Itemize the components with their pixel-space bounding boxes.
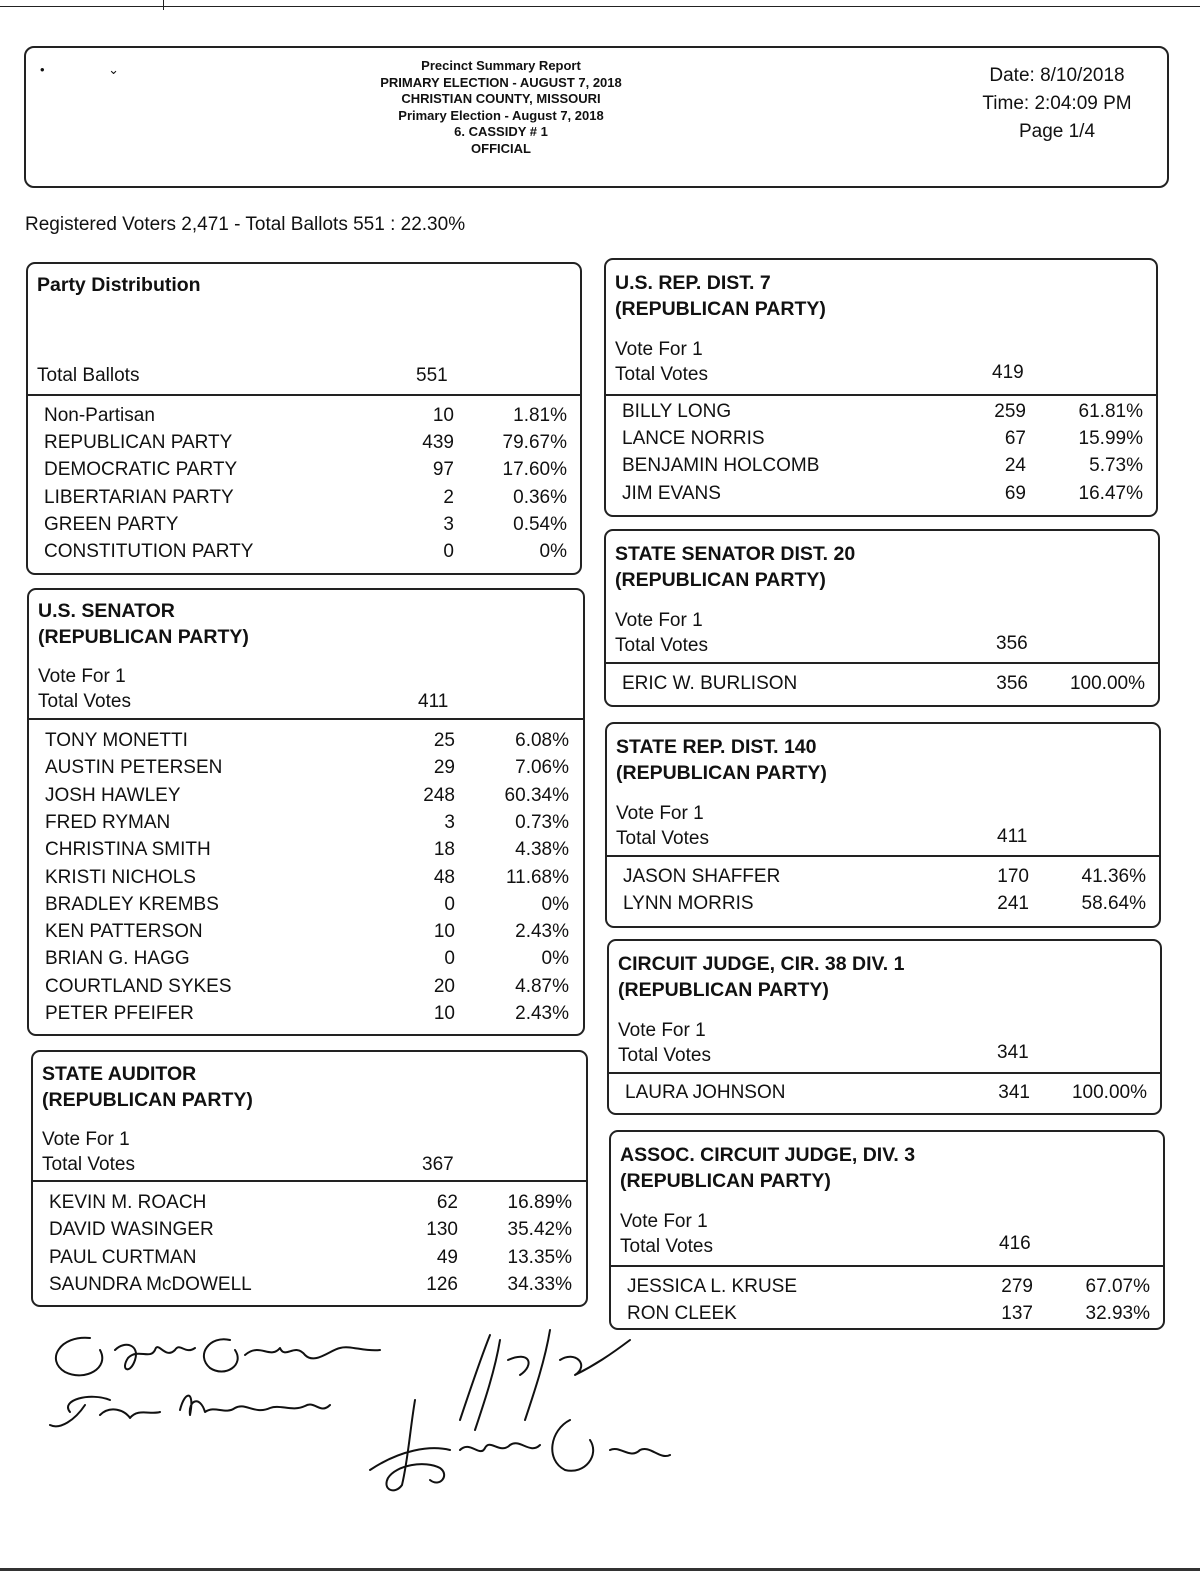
total-votes-value: 356 [996,633,1028,654]
result-row [606,428,1156,455]
candidate-name: Non-Partisan [44,405,155,426]
vote-count: 356 [996,673,1028,694]
candidate-name: LAURA JOHNSON [625,1082,786,1103]
vote-percent: 5.73% [1089,455,1143,477]
candidate-name: FRED RYMAN [45,811,171,833]
vote-count: 49 [436,1246,458,1268]
vote-count: 48 [433,866,455,888]
vote-percent: 32.93% [1085,1303,1150,1325]
total-votes-label: Total Votes [620,1236,713,1257]
result-row [29,839,583,866]
box-title: STATE REP. DIST. 140 [616,736,817,758]
box-subtitle: (REPUBLICAN PARTY) [618,979,829,1001]
vote-count: 137 [1001,1303,1033,1325]
total-votes-value: 367 [422,1154,454,1175]
vote-percent: 13.35% [507,1246,572,1268]
vote-for-label: Vote For 1 [615,339,703,360]
vote-count: 259 [994,401,1026,422]
corner-marks: • ⌄ [40,62,150,77]
top-tick [163,0,164,10]
candidate-name: REPUBLICAN PARTY [44,432,233,454]
result-row [28,432,580,459]
candidate-name: KEVIN M. ROACH [49,1192,207,1213]
box-subtitle: (REPUBLICAN PARTY) [615,298,826,320]
box-header [609,941,1160,1074]
vote-count: 10 [433,921,455,943]
result-row [611,1276,1163,1303]
vote-count: 97 [432,459,454,481]
vote-percent: 61.81% [1078,401,1143,422]
total-votes-value: 411 [997,826,1028,847]
vote-count: 241 [997,893,1029,915]
vote-percent: 7.06% [515,757,569,779]
vote-percent: 16.47% [1078,482,1143,504]
vote-count: 29 [433,757,455,779]
vote-percent: 0.36% [513,486,567,508]
party-distribution-box [26,262,582,575]
county-name: CHRISTIAN COUNTY, MISSOURI [401,91,601,106]
candidate-name: CHRISTINA SMITH [45,839,211,861]
vote-count: 439 [422,432,454,454]
vote-percent: 0% [541,893,569,915]
candidate-name: ERIC W. BURLISON [622,673,798,694]
result-row [607,893,1159,920]
candidate-name: KRISTI NICHOLS [45,866,196,888]
vote-percent: 4.87% [515,975,569,997]
candidate-name: PETER PFEIFER [45,1003,194,1024]
candidate-name: TONY MONETTI [45,730,188,751]
report-title: Precinct Summary Report [421,58,581,73]
result-row [28,514,580,541]
result-row [29,730,583,757]
result-row [29,921,583,948]
box-subtitle: (REPUBLICAN PARTY) [620,1170,831,1192]
report-meta [957,62,1157,146]
candidate-name: JESSICA L. KRUSE [627,1276,798,1297]
vote-percent: 0% [539,541,567,562]
candidate-name: JIM EVANS [622,482,721,504]
total-votes-label: Total Votes [615,635,708,656]
candidate-name: BRIAN G. HAGG [45,948,190,970]
result-row [606,455,1156,482]
vote-percent: 100.00% [1069,673,1145,694]
total-votes-value: 411 [418,691,449,712]
vote-for-label: Vote For 1 [618,1020,706,1041]
result-row [33,1274,586,1301]
result-row [607,866,1159,893]
vote-count: 3 [444,811,455,833]
us-senator-box [27,588,585,1036]
result-row [33,1192,586,1219]
total-votes-label: Total Votes [38,691,131,712]
vote-percent: 4.38% [515,839,569,861]
vote-for-label: Vote For 1 [38,666,126,687]
state-rep-dist-140-box [605,722,1161,928]
vote-count: 341 [998,1082,1030,1103]
election-date: Primary Election - August 7, 2018 [398,107,604,123]
total-votes-value: 419 [992,362,1024,383]
result-row [606,673,1158,700]
box-header [606,531,1158,664]
vote-percent: 100.00% [1071,1082,1147,1103]
report-header [24,46,1169,188]
box-header [33,1052,586,1182]
assoc-circuit-judge-div-3-box [609,1130,1165,1330]
vote-count: 248 [423,784,455,806]
circuit-judge-cir-38-box [607,939,1162,1115]
box-header [611,1132,1163,1267]
box-title: ASSOC. CIRCUIT JUDGE, DIV. 3 [620,1144,916,1166]
vote-count: 126 [426,1273,458,1295]
result-row [28,405,580,432]
vote-percent: 15.99% [1078,428,1143,450]
us-rep-dist-7-box [604,258,1158,517]
vote-percent: 34.33% [507,1273,572,1295]
candidate-name: AUSTIN PETERSEN [45,757,223,779]
box-header [28,264,580,396]
candidate-name: BENJAMIN HOLCOMB [622,455,820,477]
signatures [30,1320,730,1540]
vote-count: 67 [1004,428,1026,450]
report-date: Date: 8/10/2018 [989,65,1125,86]
total-ballots-label: Total Ballots [37,365,140,386]
box-title: STATE SENATOR DIST. 20 [615,543,856,565]
result-row [29,867,583,894]
total-votes-label: Total Votes [618,1045,711,1066]
vote-for-label: Vote For 1 [620,1211,708,1232]
vote-percent: 35.42% [507,1219,572,1241]
top-rule [0,6,1200,7]
vote-count: 130 [426,1219,458,1241]
vote-count: 3 [443,513,454,535]
total-votes-label: Total Votes [615,364,708,385]
vote-percent: 79.67% [502,432,567,454]
box-title: STATE AUDITOR [42,1063,197,1085]
vote-count: 10 [432,405,454,426]
candidate-name: CONSTITUTION PARTY [44,541,254,562]
result-row [33,1219,586,1246]
vote-count: 62 [436,1192,458,1213]
total-votes-value: 416 [999,1233,1031,1254]
candidate-name: BILLY LONG [622,401,732,422]
vote-count: 69 [1004,482,1026,504]
vote-percent: 41.36% [1081,866,1146,887]
vote-count: 0 [444,948,455,970]
vote-percent: 67.07% [1085,1276,1150,1297]
box-subtitle: (REPUBLICAN PARTY) [38,626,249,648]
candidate-name: COURTLAND SYKES [45,975,232,997]
vote-percent: 17.60% [502,459,567,481]
box-header [29,590,583,720]
vote-percent: 0.73% [515,811,569,833]
vote-percent: 16.89% [507,1192,572,1213]
total-ballots-value: 551 [416,365,448,386]
result-row [609,1082,1160,1109]
candidate-name: BRADLEY KREMBS [45,893,219,915]
result-row [29,894,583,921]
vote-percent: 0% [541,948,569,970]
handwritten-signatures [30,1320,730,1540]
result-row [29,1003,583,1030]
official-label: OFFICIAL [471,140,531,156]
box-title: U.S. SENATOR [38,600,175,622]
candidate-name: JASON SHAFFER [623,866,781,887]
vote-count: 18 [433,839,455,861]
vote-count: 170 [997,866,1029,887]
candidate-name: RON CLEEK [627,1303,737,1325]
result-row [29,757,583,784]
vote-percent: 11.68% [505,866,569,888]
registered-voters-summary: Registered Voters 2,471 - Total Ballots 551 : 22.30% [25,214,466,235]
candidate-name: LIBERTARIAN PARTY [44,486,234,508]
result-row [33,1247,586,1274]
vote-percent: 2.43% [515,921,569,943]
result-row [29,785,583,812]
vote-count: 10 [433,1003,455,1024]
box-subtitle: (REPUBLICAN PARTY) [615,569,826,591]
bottom-rule [0,1568,1200,1571]
candidate-name: SAUNDRA McDOWELL [49,1273,252,1295]
vote-count: 2 [443,486,454,508]
result-row [29,976,583,1003]
state-auditor-box [31,1050,588,1307]
candidate-name: PAUL CURTMAN [49,1246,197,1268]
vote-count: 0 [443,541,454,562]
result-row [28,487,580,514]
candidate-name: JOSH HAWLEY [45,784,181,806]
vote-for-label: Vote For 1 [616,803,704,824]
result-row [606,483,1156,510]
candidate-name: LYNN MORRIS [623,893,754,915]
box-header [606,260,1156,396]
vote-count: 20 [433,975,455,997]
vote-percent: 2.43% [515,1003,569,1024]
report-title-block [346,58,656,157]
vote-percent: 1.81% [513,405,567,426]
result-row [29,948,583,975]
vote-percent: 0.54% [513,513,567,535]
result-row [606,401,1156,428]
vote-for-label: Vote For 1 [42,1129,130,1150]
result-row [29,812,583,839]
total-votes-label: Total Votes [42,1154,135,1175]
vote-percent: 60.34% [504,784,569,806]
candidate-name: LANCE NORRIS [622,428,765,450]
box-subtitle: (REPUBLICAN PARTY) [616,762,827,784]
vote-count: 279 [1001,1276,1033,1297]
box-subtitle: (REPUBLICAN PARTY) [42,1089,253,1111]
report-time: Time: 2:04:09 PM [982,93,1132,114]
box-title: CIRCUIT JUDGE, CIR. 38 DIV. 1 [618,953,905,975]
vote-count: 25 [433,730,455,751]
vote-count: 24 [1004,455,1026,477]
precinct-name: 6. CASSIDY # 1 [454,124,548,139]
candidate-name: GREEN PARTY [44,513,179,535]
vote-count: 0 [444,893,455,915]
page-number: Page 1/4 [1018,121,1096,142]
vote-percent: 58.64% [1081,893,1146,915]
candidate-name: DEMOCRATIC PARTY [44,459,238,481]
election-name: PRIMARY ELECTION - AUGUST 7, 2018 [380,74,622,90]
vote-for-label: Vote For 1 [615,610,703,631]
box-title: U.S. REP. DIST. 7 [615,272,771,294]
box-header [607,724,1159,857]
result-row [28,459,580,486]
candidate-name: KEN PATTERSON [45,921,203,943]
total-votes-label: Total Votes [616,828,709,849]
state-senator-dist-20-box [604,529,1160,707]
vote-percent: 6.08% [515,730,569,751]
candidate-name: DAVID WASINGER [49,1219,214,1241]
box-title: Party Distribution [37,274,201,296]
result-row [28,541,580,568]
total-votes-value: 341 [997,1042,1029,1063]
